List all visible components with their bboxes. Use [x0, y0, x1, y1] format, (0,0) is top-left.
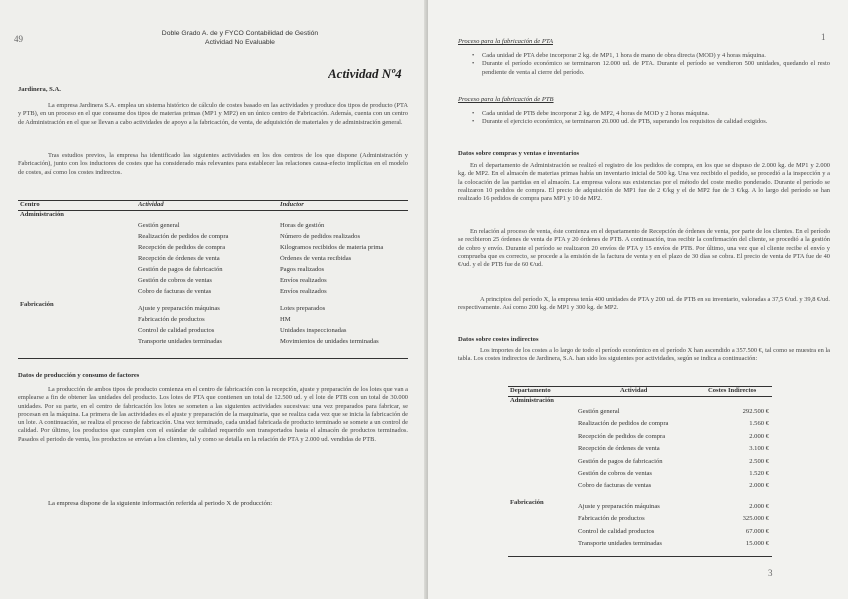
- activity-cell: Gestión de pagos de fabricación: [138, 266, 223, 273]
- inductor-cell: Órdenes de venta recibidas: [280, 255, 352, 262]
- process-a-bullet-1: • Cada unidad de PTA debe incorporar 2 kg. de MP1, 1 hora de mano de obra directa (MOD) y 4 horas máquina.: [468, 52, 830, 60]
- inductor-cell: Número de pedidos realizados: [280, 233, 361, 240]
- activity-cell: Cobro de facturas de ventas: [138, 288, 212, 295]
- ic-header-department: Departamento: [510, 387, 551, 394]
- ic-activity-cell: Transporte unidades terminadas: [578, 540, 662, 547]
- ic-cost-cell: 3.100 €: [749, 445, 769, 453]
- activity-cell: Control de calidad productos: [138, 327, 215, 334]
- inductor-cell: Movimientos de unidades terminadas: [280, 338, 379, 345]
- process-b-bullet-2: • Durante el ejercicio económico, se terminaron 20.000 ud. de PTB, superando los requisitos de calidad exigidos.: [468, 118, 830, 126]
- inductor-cell: Envíos realizados: [280, 288, 327, 295]
- inductor-cell: Pagos realizados: [280, 266, 325, 273]
- margin-mark-right-bottom: 3: [768, 568, 773, 578]
- ic-cost-cell: 15.000 €: [745, 540, 769, 547]
- ic-activity-cell: Cobro de facturas de ventas: [578, 482, 652, 490]
- activity-cell: Transporte unidades terminadas: [138, 338, 222, 345]
- ic-activity-cell: Gestión de cobros de ventas: [578, 470, 652, 477]
- header-line-1: Doble Grado A. de y FYCO Contabilidad de Gestión: [161, 30, 319, 37]
- inductor-cell: Kilogramos recibidos de materia prima: [280, 244, 384, 251]
- process-a-heading: Proceso para la fabricación de PTA: [458, 38, 554, 45]
- purchases-paragraph-3: A principios del período X, la empresa tenía 400 unidades de PTA y 200 ud. de PTB en su inventario, valoradas a 37,5 €/ud. y 39,8 €/ud. respectivamente. Así como 200 kg. de MP1 y 300 kg. de MP2.: [458, 296, 830, 312]
- ic-cost-cell: 325.000 €: [742, 515, 769, 523]
- ic-header-activity: Actividad: [620, 387, 648, 394]
- group-label-admin: Administración: [20, 211, 64, 218]
- activity-cell: Ajuste y preparación máquinas: [138, 305, 220, 312]
- ic-group-fabrication: Fabricación: [510, 498, 544, 506]
- table-header-center: Centro: [20, 201, 40, 208]
- ic-group-admin: Administración: [510, 397, 554, 404]
- activity-cell: Realización de pedidos de compra: [138, 233, 229, 240]
- ic-cost-cell: 2.500 €: [749, 457, 769, 465]
- process-a-bullets: [468, 52, 830, 86]
- margin-mark-left: 49: [14, 34, 23, 44]
- process-b-heading: Proceso para la fabricación de PTB: [458, 96, 554, 103]
- ic-activity-cell: Gestión de pagos de fabricación: [578, 457, 663, 465]
- closing-line: La empresa dispone de la siguiente información referida al periodo X de producción:: [48, 500, 273, 507]
- ic-cost-cell: 2.000 €: [749, 432, 769, 440]
- activity-cell: Recepción de órdenes de venta: [138, 255, 220, 262]
- margin-mark-right-top: 1: [821, 32, 826, 42]
- second-paragraph: Tras estudios previos, la empresa ha identificado las siguientes actividades en los dos centros de los que dispone (Administración y Fabricación), junto con los inductores de costes que ha considerado más relevantes para establecer las relaciones causa-efecto implícitas en el modelo de costes, así como los costes indirectos.: [18, 152, 408, 176]
- ic-header-costs: Costes Indirectos: [708, 387, 757, 394]
- company-heading: Jardinera, S.A.: [18, 86, 61, 93]
- ic-cost-cell: 2.000 €: [749, 502, 769, 510]
- activity-title: Actividad Nº4: [328, 66, 402, 81]
- ic-cost-cell: 292.500 €: [742, 408, 769, 415]
- inductor-cell: Horas de gestión: [280, 222, 325, 229]
- header-line-2: Actividad No Evaluable: [205, 39, 275, 46]
- ic-activity-cell: Gestión general: [578, 408, 620, 415]
- ic-activity-cell: Realización de pedidos de compra: [578, 420, 669, 428]
- inductor-cell: HM: [280, 316, 291, 323]
- ic-cost-cell: 2.000 €: [749, 482, 769, 490]
- indirect-paragraph: Los importes de los costes a lo largo de todo el período económico en el período X han ascendido a 357.500 €, tal como se muestra en la tabla. Los costes indirectos de Jardinera, S.A. han sido los siguientes por actividades, según se indica a continuación:: [458, 347, 830, 363]
- process-a-bullet-2: • Durante el período económico se terminaron 12.000 ud. de PTA. Durante el período se vendieron 500 unidades, quedando el resto pendiente de venta al cierre del período.: [468, 60, 830, 77]
- ic-activity-cell: Ajuste y preparación máquinas: [578, 502, 660, 510]
- production-paragraph: La producción de ambos tipos de producto comienza en el centro de fabricación con la recepción, ajuste y preparación de los lotes que van a emplearse a fin de obtener las unidades del producto. Los lotes de PTA que contienen un total de 12.500 ud. y el lote de PTB con un total de 30.000 unidades. Por su parte, en el centro de fabricación los lotes se someten a las siguientes actividades sucesivas: una vez preparados para fabricar, se procesan en la máquina. La primera de las actividades es el ajuste y preparación de la maquinaria, que se realiza cada vez que se inicia la fabricación de un lote. A continuación, se realiza el proceso de fabricación. Una vez terminado, cada unidad fabricada de producto terminado se somete a un control de calidad. Por último, los productos que cumplen con el estándar de calidad requerido son transportados hasta el almacén de productos terminados. Pasados el periodo de venta, los productos se envían a los clientes, tal y como se detalla en la relación de PTA y 2.000 ud. vendidas de PTB.: [18, 386, 408, 443]
- ic-activity-cell: Recepción de órdenes de venta: [578, 445, 660, 453]
- production-heading: Datos de producción y consumo de factores: [18, 372, 140, 379]
- activity-cell: Gestión general: [138, 222, 180, 229]
- inductor-cell: Unidades inspeccionadas: [280, 327, 347, 334]
- inductor-cell: Envíos realizados: [280, 277, 327, 284]
- activity-cell: Gestión de cobros de ventas: [138, 277, 212, 284]
- ic-cost-cell: 67.000 €: [745, 527, 769, 535]
- activity-cell: Recepción de pedidos de compra: [138, 244, 226, 251]
- indirect-heading: Datos sobre costes indirectos: [458, 336, 539, 343]
- ic-activity-cell: Fabricación de productos: [578, 515, 645, 523]
- ic-activity-cell: Control de calidad productos: [578, 527, 655, 535]
- ic-cost-cell: 1.520 €: [749, 470, 769, 477]
- group-label-fabrication: Fabricación: [20, 301, 54, 308]
- right-page: [428, 0, 848, 599]
- process-b-bullet-1: • Cada unidad de PTB debe incorporar 2 kg. de MP2, 4 horas de MOD y 2 horas máquina.: [468, 110, 830, 118]
- intro-paragraph: La empresa Jardinera S.A. emplea un sistema histórico de cálculo de costes basado en las actividades y produce dos tipos de producto (PTA y PTB), en un proceso en el que consume dos tipos de materias primas (MP1 y MP2) en un único centro de Fabricación. Además, cuenta con un centro de Administración en el que se llevan a cabo actividades de apoyo a la fabricación, de venta, de adquisición de materiales y de administración general.: [18, 102, 408, 126]
- purchases-paragraph-2: En relación al proceso de venta, éste comienza en el departamento de Recepción de órdenes de venta, por parte de los clientes. En el período se recibieron 25 órdenes de venta de PTA y 20 órdenes de PTB. A continuación, tras recibir la confirmación del cliente, se procedió a la gestión de cobro y envío. Durante el período se realizaron 20 envíos de PTA y 15 envíos de PTB. Por último, una vez que el cliente recibe el envío y comprueba que es correcto, se procede a la emisión de la factura de venta y en el plazo de 30 días se cobra. El precio de venta de PTA fue de 40 €/ud. y el de PTB fue de 60 €/ud.: [458, 228, 830, 269]
- ic-cost-cell: 1.560 €: [749, 420, 769, 428]
- process-b-bullets: [468, 110, 830, 140]
- activity-cell: Fabricación de productos: [138, 316, 205, 323]
- table-header-activity: Actividad: [138, 201, 164, 208]
- table-header-inductor: Inductor: [280, 201, 304, 208]
- purchases-paragraph-1: En el departamento de Administración se realizó el registro de los pedidos de compra, en los que se dispuso de 2.000 kg. de MP1 y 2.000 kg. de MP2. En el almacén de materias primas había un inventario inicial de 500 kg. Una vez recibido el pedido, se procedió a la inspección y a la colocación de las partidas en el almacén. La empresa valora sus existencias por el método del coste medio ponderado. Durante el período se realizaron 10 pedidos de compra. El precio de adquisición de MP1 fue de 2 €/kg y el de MP2 fue de 3 €/kg. A lo largo del período se han realizado 16 pedidos de compra para MP1 y 10 de MP2.: [458, 162, 830, 203]
- ic-activity-cell: Recepción de pedidos de compra: [578, 432, 666, 440]
- inductor-cell: Lotes preparados: [280, 305, 326, 312]
- purchases-heading: Datos sobre compras y ventas e inventarios: [458, 150, 580, 157]
